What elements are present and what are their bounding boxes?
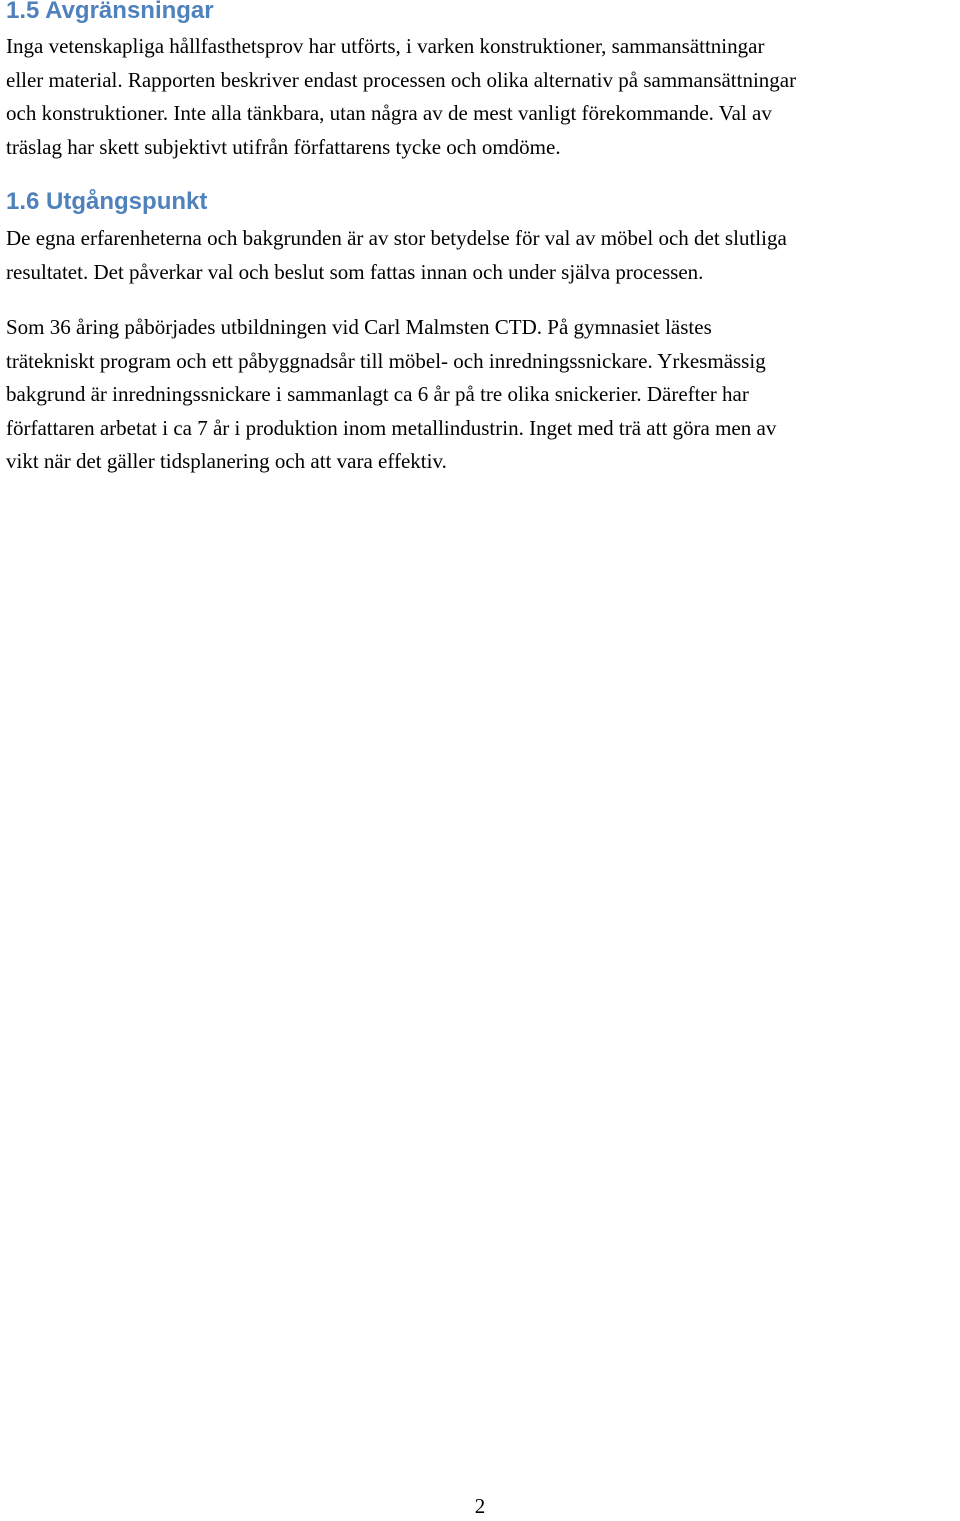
text-line: Som 36 åring påbörjades utbildningen vid Carl Malmsten CTD. På gymnasiet lästes xyxy=(6,315,712,339)
paragraph-bakgrund xyxy=(6,311,956,479)
text-line: resultatet. Det påverkar val och beslut som fattas innan och under själva processen. xyxy=(6,259,704,284)
text-line: författaren arbetat i ca 7 år i produktion inom metallindustrin. Inget med trä att göra men av xyxy=(6,415,777,440)
paragraph-avgransningar xyxy=(6,30,956,164)
section-heading-utgangspunkt: 1.6 Utgångspunkt xyxy=(6,188,208,215)
text-line: Inga vetenskapliga hållfasthetsprov har utförts, i varken konstruktioner, sammansättningar xyxy=(6,34,765,58)
text-line: De egna erfarenheterna och bakgrunden är av stor betydelse för val av möbel och det slutliga xyxy=(6,226,787,250)
section-heading-avgransningar: 1.5 Avgränsningar xyxy=(6,0,214,24)
text-line: träslag har skett subjektivt utifrån författarens tycke och omdöme. xyxy=(6,134,561,159)
text-line: eller material. Rapporten beskriver endast processen och olika alternativ på sammansättningar xyxy=(6,67,797,92)
text-line: och konstruktioner. Inte alla tänkbara, utan några av de mest vanligt förekommande. Val av xyxy=(6,101,772,125)
text-line: vikt när det gäller tidsplanering och att vara effektiv. xyxy=(6,449,447,473)
text-line: trätekniskt program och ett påbyggnadsår till möbel- och inredningssnickare. Yrkesmässig xyxy=(6,348,766,373)
paragraph-erfarenheter xyxy=(6,222,956,289)
text-line: bakgrund är inredningssnickare i sammanlagt ca 6 år på tre olika snickerier. Därefter har xyxy=(6,382,749,406)
page-number: 2 xyxy=(474,1494,486,1518)
